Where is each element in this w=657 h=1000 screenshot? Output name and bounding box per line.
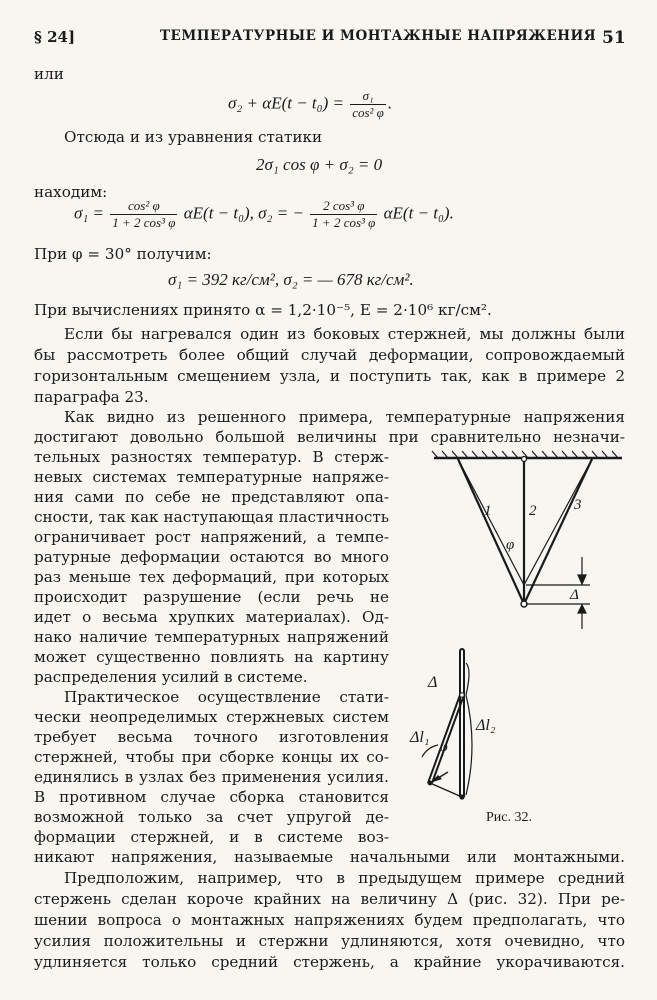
text-line: стержень сделан короче крайних на величину Δ (рис. 32). При ре- bbox=[34, 890, 625, 908]
text-line: Как видно из решенного примера, температурные напряжения bbox=[64, 408, 625, 426]
equation-3: σ₁ = $\frac{\text{cos² φ}}{\text{1 + 2 cos³ φ}}$ αE(t − t₀), σ₂ = − $\frac{\text{2 cos³ φ}}{\text{1 + 2 cos³ φ}}$ αE(t − t₀). bbox=[74, 198, 454, 230]
text-line: бы рассмотреть более общий случай деформации, сопровождаемый bbox=[34, 346, 625, 364]
truss-bars bbox=[458, 459, 592, 604]
text-line: нако наличие температурных напряжений bbox=[34, 628, 389, 646]
text-line: находим: bbox=[34, 183, 108, 201]
angle-label-2: φ bbox=[440, 740, 448, 755]
text-line: ратурные деформации остаются во много bbox=[34, 548, 389, 566]
bar-label-1: 1 bbox=[484, 503, 492, 519]
angle-label: φ bbox=[506, 537, 515, 553]
text-line: Если бы нагревался один из боковых стержней, мы должны были bbox=[64, 325, 625, 343]
text-line: возможной только за счет упругой де- bbox=[34, 808, 389, 826]
text-line: При φ = 30° получим: bbox=[34, 245, 212, 263]
delta-dimension bbox=[526, 557, 590, 629]
displacement-diagram bbox=[422, 649, 472, 797]
text-line: невых системах температурные напряже- bbox=[34, 468, 389, 486]
text-line: идет о весьма хрупких материалах). Од- bbox=[34, 608, 389, 626]
text-line: происходит разрушение (если речь не bbox=[34, 588, 389, 606]
text-line: шении вопроса о монтажных напряжениях будем предполагать, что bbox=[34, 911, 625, 929]
section-number: § 24] bbox=[34, 28, 76, 46]
text-line: никают напряжения, называемые начальными или монтажными. bbox=[34, 848, 625, 866]
bar-1-assembled bbox=[458, 459, 524, 585]
bar-label-3: 3 bbox=[574, 497, 582, 513]
text-line: горизонтальным смещением узла, и поступить так, как в примере 2 bbox=[34, 367, 625, 385]
text-line: Практическое осуществление стати- bbox=[64, 688, 389, 706]
text-line: параграфа 23. bbox=[34, 388, 149, 406]
text-line: ограничивает рост напряжений, а темпе- bbox=[34, 528, 389, 546]
text-line: стержней, чтобы при сборке концы их со- bbox=[34, 748, 389, 766]
text-line: В противном случае сборка становится bbox=[34, 788, 389, 806]
text-line: единялись в узлах без применения усилия. bbox=[34, 768, 389, 786]
equation-2: 2σ₁ cos φ + σ₂ = 0 bbox=[256, 155, 383, 174]
text-line: Отсюда и из уравнения статики bbox=[64, 128, 323, 146]
text-line: может существенно повлиять на картину bbox=[34, 648, 389, 666]
text-line: ния сами по себе не представляют опа- bbox=[34, 488, 389, 506]
text-line: удлиняется только средний стержень, а крайние укорачиваются. bbox=[34, 953, 625, 971]
elongation-label-1: Δl₁ bbox=[410, 729, 430, 746]
text-line: При вычислениях принято α = 1,2·10⁻⁵, E = 2·10⁶ кг/см². bbox=[34, 301, 492, 319]
bar-1 bbox=[458, 459, 524, 604]
text-line: усилия положительны и стержни удлиняются, хотя очевидно, что bbox=[34, 932, 625, 950]
figure-caption: Рис. 32. bbox=[486, 810, 532, 825]
figure-32 bbox=[400, 445, 630, 845]
elongation-label-2: Δl₂ bbox=[476, 717, 496, 734]
fixed-support bbox=[432, 451, 622, 458]
page-number: 51 bbox=[602, 28, 626, 48]
equation-1: σ₂ + αE(t − t₀) = $\frac{\text{σ₁}}{\text{cos² φ}}$ . bbox=[228, 88, 393, 120]
delta-label: Δ bbox=[570, 587, 579, 603]
text-line: чески неопределимых стержневых систем bbox=[34, 708, 389, 726]
text-line: достигают довольно большой величины при сравнительно незначи- bbox=[34, 428, 625, 446]
text-line: раз меньше тех деформаций, при которых bbox=[34, 568, 389, 586]
text-line: формации стержней, и в системе воз- bbox=[34, 828, 389, 846]
bar-label-2: 2 bbox=[529, 503, 537, 519]
text-line: Предположим, например, что в предыдущем примере средний bbox=[64, 869, 625, 887]
equation-4: σ₁ = 392 кг/см², σ₂ = — 678 кг/см². bbox=[168, 270, 414, 289]
text-line: распределения усилий в системе. bbox=[34, 668, 308, 686]
running-title: ТЕМПЕРАТУРНЫЕ И МОНТАЖНЫЕ НАПРЯЖЕНИЯ bbox=[160, 28, 597, 44]
text-line: требует весьма точного изготовления bbox=[34, 728, 389, 746]
text-line: сности, так как наступающая пластичность bbox=[34, 508, 389, 526]
delta-label-2: Δ bbox=[428, 674, 438, 691]
text-line: или bbox=[34, 65, 64, 83]
text-line: тельных разностях температур. В стерж- bbox=[34, 448, 389, 466]
